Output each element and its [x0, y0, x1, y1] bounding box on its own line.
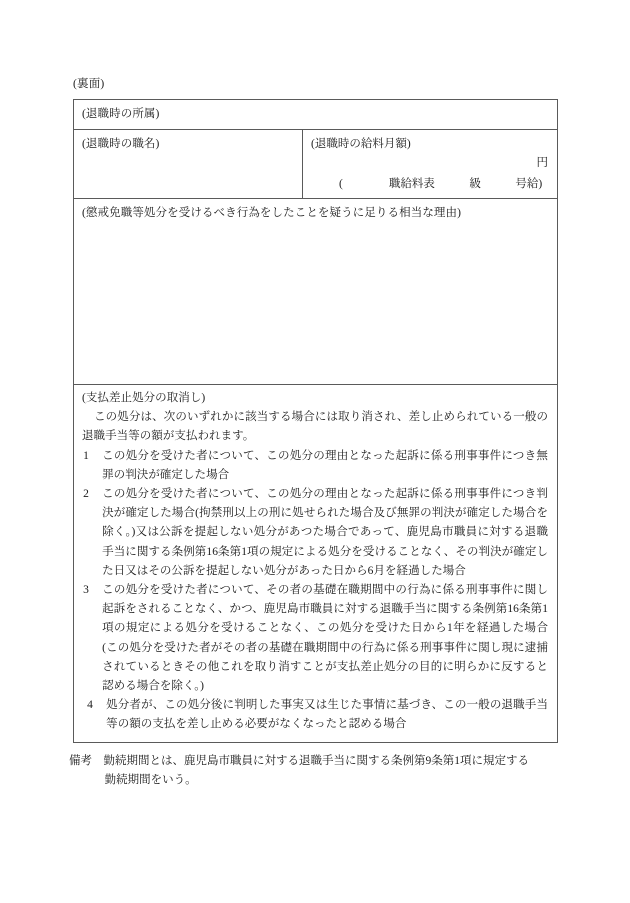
cancellation-lead-text: この処分は、次のいずれかに該当する場合には取り消され、差し止められている一般の退職手当等の額が支払われます。: [82, 411, 548, 443]
table-row-reason: [74, 199, 558, 385]
reason-cell: [74, 199, 558, 385]
list-item: [82, 581, 548, 696]
salary-yen-unit: 円: [536, 157, 548, 169]
salary-box: [303, 130, 557, 198]
remarks-line-2: 勤続期間をいう。: [104, 774, 197, 787]
salary-cell: [303, 130, 558, 199]
cancellation-content: [74, 385, 557, 742]
position-label: (退職時の職名): [82, 138, 160, 150]
list-item: [82, 447, 548, 485]
retirement-allowance-form-table: [73, 99, 558, 743]
remarks-note: [69, 752, 559, 790]
salary-grade-line: ( 職給料表 級 号給): [339, 178, 543, 190]
list-item-text: この処分を受けた者について、この処分の理由となった起訴に係る刑事事件につき判決が確定した場合(拘禁刑以上の刑に処せられた場合及び無罪の判決が確定した場合を除く。)又は公訴を提起しない処分があつた場合であって、鹿児島市職員に対する退職手当に関する条例第16条第1項の規定による処分を受けることなく、その判決が確定した日又はその公訴を提起しない処分があった日から6月を経過した場合: [102, 488, 548, 577]
cancellation-cell: [74, 385, 558, 743]
affiliation-cell: [74, 100, 558, 130]
table-row-cancellation: [74, 385, 558, 743]
list-item-number: 1: [83, 449, 89, 462]
list-item-text: この処分を受けた者について、この処分の理由となった起訴に係る刑事事件につき無罪の判決が確定した場合: [102, 449, 548, 481]
list-item-number: 4: [87, 699, 93, 712]
reason-label: (懲戒免職等処分を受けるべき行為をしたことを疑うに足りる相当な理由): [82, 207, 462, 219]
list-item: [82, 696, 548, 734]
cancellation-heading: (支払差止処分の取消し): [82, 392, 206, 404]
page-side-label: (裏面): [73, 78, 105, 90]
remarks-line-1: 備考 勤続期間とは、鹿児島市職員に対する退職手当に関する条例第9条第1項に規定する: [69, 755, 529, 767]
list-item-text: この処分を受けた者について、その者の基礎在職期間中の行為に係る刑事事件に関し起訴をされることなく、かつ、鹿児島市職員に対する退職手当に関する条例第16条第1項の規定による処分を受けることなく、この処分を受けた日から1年を経過した場合(この処分を受けた者がその者の基礎在職期間中の行為に係る刑事事件に関し現に逮捕されているときその他これを取り消すことが支払差止処分の目的に明らかに反すると認める場合を除く。): [102, 584, 548, 693]
list-item-text: 処分者が、この処分後に判明した事実又は生じた事情に基づき、この一般の退職手当等の額の支払を差し止める必要がなくなったと認める場合: [106, 699, 548, 731]
list-item-number: 3: [83, 584, 89, 597]
position-cell: [74, 130, 303, 199]
cancellation-condition-list: [82, 447, 548, 735]
salary-label: (退職時の給料月額): [311, 138, 411, 150]
list-item: [82, 485, 548, 581]
table-row-affiliation: [74, 100, 558, 130]
list-item-number: 2: [83, 488, 89, 501]
affiliation-label: (退職時の所属): [82, 108, 160, 120]
table-row-position-salary: [74, 130, 558, 199]
